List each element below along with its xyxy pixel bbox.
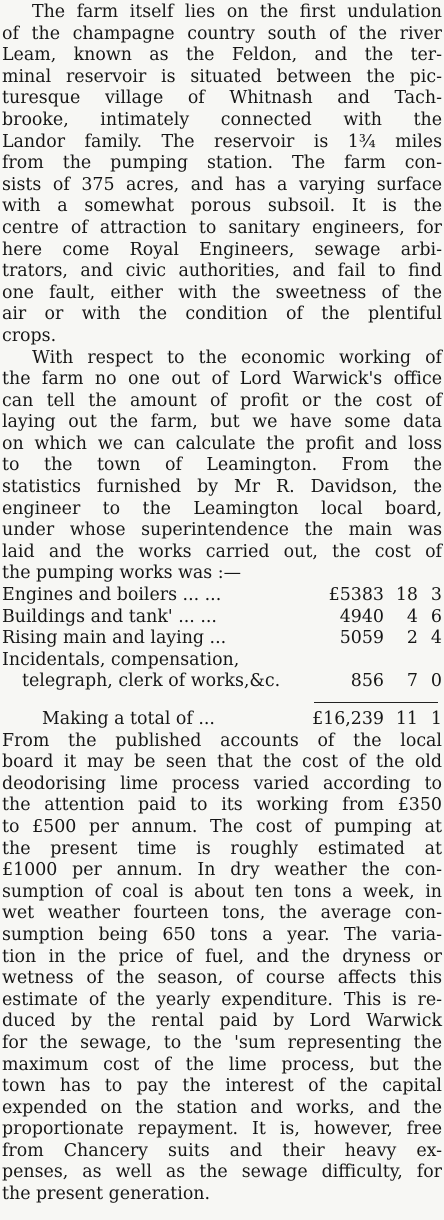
ledger-pounds: 5059 — [339, 628, 384, 649]
ledger-pence: 3 — [430, 585, 442, 606]
ledger-shillings: 7 — [406, 671, 418, 692]
ledger-item-label: Rising main and laying ... — [2, 628, 227, 649]
text-line: penses, as well as the sewage difficulty, for — [2, 1162, 442, 1183]
text-line: statistics furnished by Mr R. Davidson, the — [2, 477, 442, 498]
text-line: laying out the farm, but we have some data — [2, 412, 442, 433]
text-line: wet weather fourteen tons, the average con- — [2, 903, 442, 924]
total-rule-line — [314, 702, 438, 703]
text-line: expended on the station and works, and the — [2, 1097, 442, 1118]
text-line: from the pumping station. The farm con- — [2, 153, 442, 174]
text-line: the farm no one out of Lord Warwick's office — [2, 369, 442, 390]
text-line: wetness of the season, of course affects this — [2, 968, 442, 989]
ledger-total-label: Making a total of ... — [42, 709, 215, 729]
text-line: duced by the rental paid by Lord Warwick — [2, 1011, 442, 1032]
ledger-total-row — [2, 709, 442, 731]
text-line: the present time is roughly estimated at — [2, 838, 442, 859]
text-line: can tell the amount of profit or the cost of — [2, 390, 442, 411]
ledger-row — [2, 585, 442, 607]
text-line: trators, and civic authorities, and fail to find — [2, 261, 442, 282]
text-line: With respect to the economic working of — [32, 347, 442, 368]
text-line: laid and the works carried out, the cost of — [2, 541, 442, 562]
paragraph-farm-description — [2, 2, 442, 348]
text-line: Landor family. The reservoir is 1¾ miles — [2, 131, 442, 152]
text-line: to the town of Leamington. From the — [2, 455, 442, 476]
ledger-row — [2, 628, 442, 650]
text-line: minal reservoir is situated between the pic- — [2, 66, 442, 87]
ledger-item-label: Incidentals, compensation, — [2, 649, 240, 670]
paragraph-economic-working — [2, 348, 442, 586]
text-line: board it may be seen that the cost of the old — [2, 752, 442, 773]
text-line: maximum cost of the lime process, but the — [2, 1054, 442, 1075]
text-line: From the published accounts of the local — [2, 730, 442, 751]
ledger-total-pounds: £16,239 — [312, 709, 384, 729]
text-line: deodorising lime process varied according to — [2, 773, 442, 794]
text-line: estimate of the yearly expenditure. This is re- — [2, 989, 442, 1010]
text-line: crops. — [2, 325, 57, 346]
ledger-item-label: Buildings and tank' ... ... — [2, 606, 217, 627]
text-line: town has to pay the interest of the capital — [2, 1076, 442, 1097]
ledger-pence: 6 — [430, 606, 442, 627]
text-line: Leam, known as the Feldon, and the ter- — [2, 45, 442, 66]
ledger-row — [2, 607, 442, 629]
text-line: tion in the price of fuel, and the dryness or — [2, 946, 442, 967]
text-line: with a somewhat porous subsoil. It is the — [2, 196, 442, 217]
text-line: the pumping works was :— — [2, 563, 242, 584]
text-line: under whose superintendence the main was — [2, 520, 442, 541]
text-line: turesque village of Whitnash and Tach- — [2, 88, 442, 109]
ledger-total-pence: 1 — [430, 709, 442, 729]
text-line: sumption being 650 tons a year. The varia- — [2, 924, 442, 945]
ledger-row — [2, 650, 442, 672]
ledger-item-label: Engines and boilers ... ... — [2, 585, 222, 606]
ledger-pence: 4 — [430, 628, 442, 649]
paragraph-running-costs — [2, 731, 442, 1206]
text-line: here come Royal Engineers, sewage arbi- — [2, 239, 442, 260]
text-line: brooke, intimately connected with the — [2, 109, 442, 130]
text-line: air or with the condition of the plentiful — [2, 304, 442, 325]
cost-ledger — [2, 585, 442, 731]
text-line: for the sewage, to the 'sum representing the — [2, 1032, 442, 1053]
text-line: proportionate repayment. It is, however, free — [2, 1119, 442, 1140]
ledger-pence: 0 — [430, 671, 442, 692]
text-line: from Chancery suits and their heavy ex- — [2, 1140, 442, 1161]
text-line: The farm itself lies on the first undulation — [32, 2, 442, 22]
text-line: £1000 per annum. In dry weather the con- — [2, 860, 442, 881]
ledger-shillings: 2 — [406, 628, 418, 649]
ledger-row — [2, 671, 442, 693]
text-line: centre of attraction to sanitary engineers, for — [2, 217, 442, 238]
ledger-total-shillings: 11 — [395, 709, 418, 729]
ledger-pounds: 856 — [350, 671, 384, 692]
ledger-shillings: 4 — [406, 606, 418, 627]
text-line: to £500 per annum. The cost of pumping at — [2, 816, 442, 837]
text-line: engineer to the Leamington local board, — [2, 498, 442, 519]
ledger-pounds: 4940 — [339, 606, 384, 627]
ledger-pounds: £5383 — [328, 585, 384, 606]
text-line: one fault, either with the sweetness of the — [2, 282, 442, 303]
text-line: sumption of coal is about ten tons a week, in — [2, 881, 442, 902]
ledger-shillings: 18 — [395, 585, 418, 606]
text-line: the present generation. — [2, 1184, 211, 1205]
text-line: on which we can calculate the profit and loss — [2, 433, 442, 454]
text-line: the attention paid to its working from £350 — [2, 795, 442, 816]
text-line: sists of 375 acres, and has a varying surface — [2, 174, 442, 195]
total-rule — [2, 693, 442, 709]
text-line: of the champagne country south of the river — [2, 23, 442, 44]
ledger-item-label: telegraph, clerk of works,&c. — [22, 671, 281, 692]
